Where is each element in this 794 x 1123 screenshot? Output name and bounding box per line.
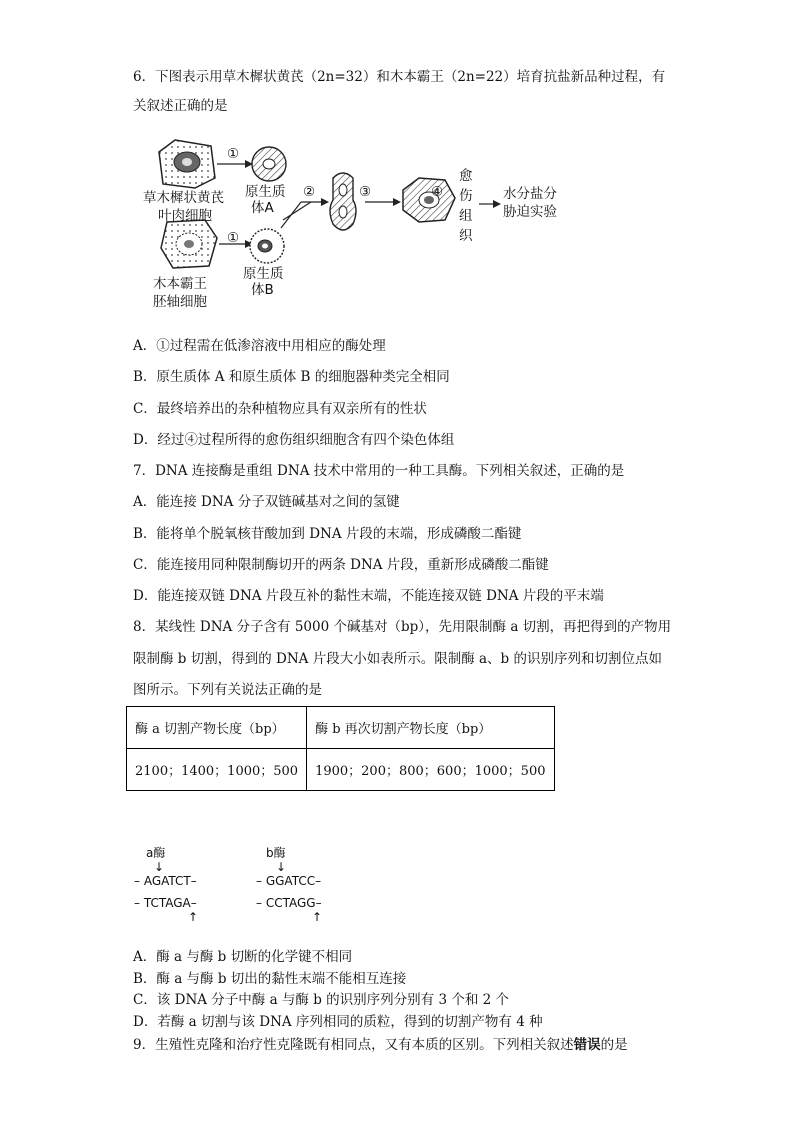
enzyme-b-top-strand: – GGATCC– [256, 874, 322, 888]
table-cell-enzyme-b: 1900；200；800；600；1000；500 [307, 749, 554, 791]
salt-stress-label-line1: 水分盐分 [503, 186, 557, 202]
q8-option-a: A．酶 a 与酶 b 切断的化学键不相同 [133, 949, 353, 965]
salt-stress-label-line2: 胁迫实验 [503, 204, 557, 220]
q7-option-b: B．能将单个脱氧核苷酸加到 DNA 片段的末端，形成磷酸二酯键 [133, 526, 522, 542]
down-arrow-icon: ↓ [276, 860, 287, 874]
protoplast-b-label-line2: 体B [251, 282, 274, 298]
mesophyll-cell-icon [159, 140, 215, 188]
protoplast-a-icon [252, 147, 286, 181]
q8-option-d: D．若酶 a 切割与该 DNA 序列相同的质粒，得到的切割产物有 4 种 [133, 1014, 543, 1030]
step-4-label: ④ [431, 184, 444, 200]
enzyme-b-label: b酶 [266, 846, 286, 860]
callus-label-1: 愈 [459, 168, 473, 184]
q6-option-a: A．①过程需在低渗溶液中用相应的酶处理 [133, 338, 386, 354]
q6-option-b: B．原生质体 A 和原生质体 B 的细胞器种类完全相同 [133, 369, 450, 385]
fused-cell-icon [330, 173, 356, 230]
q9-stem-pre: 9．生殖性克隆和治疗性克隆既有相同点，又有本质的区别。下列相关叙述 [133, 1037, 574, 1053]
table-row [127, 707, 555, 749]
q8-stem-line1: 8．某线性 DNA 分子含有 5000 个碱基对（bp），先用限制酶 a 切割，再把得到的产物用 [133, 619, 672, 635]
q9-stem-emphasis: 错误 [573, 1037, 601, 1053]
q8-stem-line3: 图所示。下列有关说法正确的是 [133, 682, 322, 698]
down-arrow-icon: ↓ [154, 860, 165, 874]
cell-a-label-line1: 草木樨状黄芪 [143, 190, 224, 206]
up-arrow-icon: ↑ [188, 910, 199, 924]
q7-option-a: A．能连接 DNA 分子双链碱基对之间的氢键 [133, 494, 400, 510]
step-3-label: ③ [359, 184, 372, 200]
enzyme-a-top-strand: – AGATCT– [134, 874, 197, 888]
enzyme-b-bottom-strand: – CCTAGG– [256, 896, 322, 910]
q6-option-c: C．最终培养出的杂种植物应具有双亲所有的性状 [133, 401, 427, 417]
q7-stem: 7．DNA 连接酶是重组 DNA 技术中常用的一种工具酶。下列相关叙述，正确的是 [133, 463, 625, 479]
q8-option-c: C．该 DNA 分子中酶 a 与酶 b 的识别序列分别有 3 个和 2 个 [133, 992, 509, 1008]
q9-stem-post: 的是 [600, 1037, 628, 1053]
q6-option-d: D．经过④过程所得的愈伤组织细胞含有四个染色体组 [133, 432, 455, 448]
table-header-enzyme-b: 酶 b 再次切割产物长度（bp） [307, 707, 554, 749]
enzyme-a-label: a酶 [146, 846, 166, 860]
enzyme-a-bottom-strand: – TCTAGA– [134, 896, 197, 910]
q7-option-c: C．能连接用同种限制酶切开的两条 DNA 片段，重新形成磷酸二酯键 [133, 557, 549, 573]
callus-label-2: 伤 [459, 188, 473, 204]
table-cell-enzyme-a: 2100；1400；1000；500 [127, 749, 307, 791]
up-arrow-icon: ↑ [312, 910, 323, 924]
cell-a-label-line2: 叶肉细胞 [158, 208, 212, 224]
q8-stem-line2: 限制酶 b 切割，得到的 DNA 片段大小如表所示。限制酶 a、b 的识别序列和切割位点如 [133, 651, 662, 667]
callus-label-3: 组 [459, 208, 473, 224]
q6-stem-line1: 6．下图表示用草木樨状黄芪（2n=32）和木本霸王（2n=22）培育抗盐新品种过程，有 [133, 69, 666, 85]
cell-b-label-line2: 胚轴细胞 [153, 294, 207, 310]
cell-b-label-line1: 木本霸王 [153, 276, 207, 292]
q8-option-b: B．酶 a 与酶 b 切出的黏性末端不能相互连接 [133, 971, 407, 987]
hybrid-cell-icon [403, 178, 455, 222]
digest-length-table [126, 706, 555, 791]
callus-label-4: 织 [459, 228, 473, 244]
q7-option-d: D．能连接双链 DNA 片段互补的黏性末端，不能连接双链 DNA 片段的平末端 [133, 588, 604, 604]
protoplast-a-label-line1: 原生质 [245, 184, 286, 200]
table-header-enzyme-a: 酶 a 切割产物长度（bp） [127, 707, 307, 749]
hypocotyl-cell-icon [161, 220, 217, 268]
step-1-bottom-label: ① [227, 230, 240, 246]
q9-stem [133, 1036, 628, 1054]
table-row [127, 749, 555, 791]
protoplast-a-label-line2: 体A [251, 200, 274, 216]
step-1-top-label: ① [227, 146, 240, 162]
protoplast-b-icon [250, 229, 284, 263]
step-2-label: ② [303, 184, 316, 200]
q6-stem-line2: 关叙述正确的是 [133, 98, 228, 114]
protoplast-b-label-line1: 原生质 [243, 266, 284, 282]
cell-fusion-diagram [133, 138, 593, 318]
